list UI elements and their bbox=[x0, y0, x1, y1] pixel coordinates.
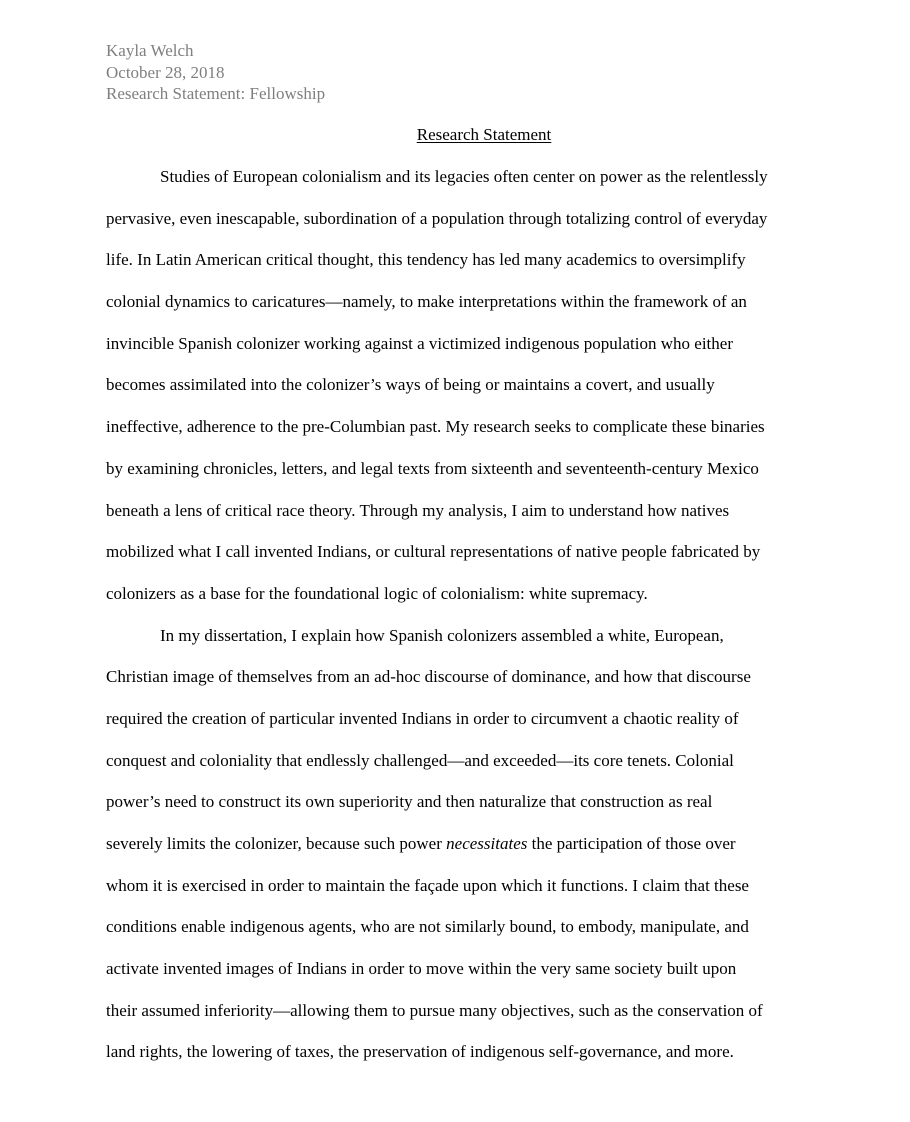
page-title: Research Statement bbox=[416, 125, 552, 144]
text-line: land rights, the lowering of taxes, the preservation of indigenous self-governance, and more. bbox=[106, 1042, 734, 1062]
text-line: activate invented images of Indians in order to move within the very same society built upon bbox=[106, 959, 737, 979]
text-line: power’s need to construct its own superiority and then naturalize that construction as real bbox=[106, 792, 713, 812]
text-line: colonizers as a base for the foundational logic of colonialism: white supremacy. bbox=[106, 583, 648, 603]
paragraph-1 bbox=[106, 166, 826, 625]
text-line: invincible Spanish colonizer working against a victimized indigenous population who either bbox=[106, 333, 733, 353]
text-line: beneath a lens of critical race theory. Through my analysis, I aim to understand how natives bbox=[106, 500, 730, 520]
document-date: October 28, 2018 bbox=[106, 62, 225, 82]
text-line: pervasive, even inescapable, subordination of a population through totalizing control of everyday bbox=[106, 208, 768, 228]
text-line: by examining chronicles, letters, and legal texts from sixteenth and seventeenth-century Mexico bbox=[106, 458, 759, 478]
document-header bbox=[106, 40, 325, 105]
text-line: ineffective, adherence to the pre-Columbian past. My research seeks to complicate these binaries bbox=[106, 417, 765, 437]
text-line: Studies of European colonialism and its legacies often center on power as the relentlessly bbox=[160, 167, 768, 186]
text-line: required the creation of particular invented Indians in order to circumvent a chaotic reality of bbox=[106, 708, 739, 728]
document-body bbox=[106, 166, 826, 1083]
text-line: whom it is exercised in order to maintain the façade upon which it functions. I claim that these bbox=[106, 875, 749, 895]
text-segment: the participation of those over bbox=[527, 834, 736, 853]
text-line: Christian image of themselves from an ad-hoc discourse of dominance, and how that discourse bbox=[106, 667, 751, 687]
text-line: mobilized what I call invented Indians, or cultural representations of native people fabricated by bbox=[106, 542, 761, 562]
paragraph-2 bbox=[106, 625, 826, 1084]
emphasized-word: necessitates bbox=[446, 834, 528, 853]
text-line: conditions enable indigenous agents, who are not similarly bound, to embody, manipulate, and bbox=[106, 917, 749, 937]
text-line: life. In Latin American critical thought, this tendency has led many academics to oversimplify bbox=[106, 250, 746, 270]
text-segment: severely limits the colonizer, because such power bbox=[106, 834, 447, 853]
text-line: In my dissertation, I explain how Spanish colonizers assembled a white, European, bbox=[160, 625, 724, 645]
text-line: their assumed inferiority—allowing them to pursue many objectives, such as the conservation of bbox=[106, 1000, 763, 1020]
text-line: conquest and coloniality that endlessly challenged—and exceeded—its core tenets. Colonial bbox=[106, 750, 734, 770]
text-line: becomes assimilated into the colonizer’s ways of being or maintains a covert, and usually bbox=[106, 375, 715, 395]
text-line: colonial dynamics to caricatures—namely, to make interpretations within the framework of an bbox=[106, 292, 747, 312]
document-subject: Research Statement: Fellowship bbox=[106, 84, 326, 103]
author-name: Kayla Welch bbox=[106, 41, 194, 60]
text-line-with-emphasis bbox=[106, 833, 826, 875]
